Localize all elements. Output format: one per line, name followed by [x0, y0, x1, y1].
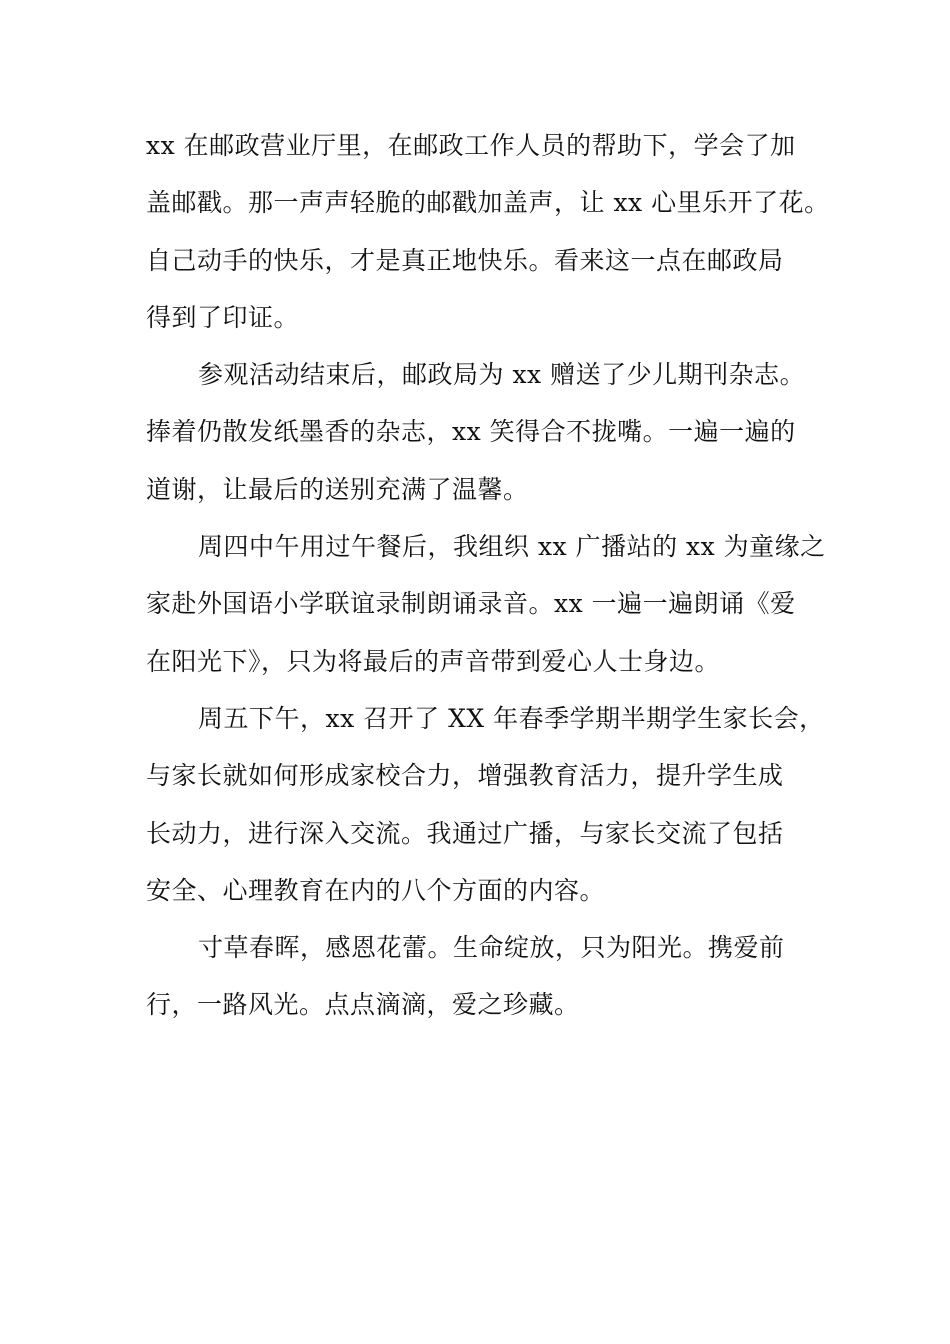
paragraph-line: 捧着仍散发纸墨香的杂志，xx 笑得合不拢嘴。一遍一遍的 — [146, 417, 796, 447]
paragraph-5 — [146, 919, 836, 1034]
paragraph-2 — [146, 346, 836, 518]
paragraph-line: 在阳光下》，只为将最后的声音带到爱心人士身边。 — [146, 646, 721, 676]
paragraph-1 — [146, 117, 836, 346]
paragraph-line: 周四中午用过午餐后，我组织 xx 广播站的 xx 为童缘之 — [198, 532, 826, 562]
paragraph-line: 长动力，进行深入交流。我通过广播，与家长交流了包括 — [146, 818, 784, 848]
paragraph-line: xx 在邮政营业厅里，在邮政工作人员的帮助下，学会了加 — [146, 131, 796, 160]
paragraph-line: 行，一路风光。点点滴滴，爱之珍藏。 — [146, 990, 580, 1020]
paragraph-line: 与家长就如何形成家校合力，增强教育活力，提升学生成 — [146, 761, 784, 791]
paragraph-3 — [146, 518, 836, 690]
paragraph-4 — [146, 690, 836, 919]
paragraph-line: 参观活动结束后，邮政局为 xx 赠送了少儿期刊杂志。 — [198, 360, 806, 390]
paragraph-line: 家赴外国语小学联谊录制朗诵录音。xx 一遍一遍朗诵《爱 — [146, 589, 796, 619]
paragraph-line: 盖邮戳。那一声声轻脆的邮戳加盖声，让 xx 心里乐开了花。 — [146, 188, 830, 218]
paragraph-line: 自己动手的快乐，才是真正地快乐。看来这一点在邮政局 — [146, 245, 784, 275]
document-body — [146, 117, 836, 1034]
paragraph-line: 得到了印证。 — [146, 302, 300, 332]
paragraph-line: 道谢，让最后的送别充满了温馨。 — [146, 474, 529, 504]
paragraph-line: 安全、心理教育在内的八个方面的内容。 — [146, 875, 606, 905]
paragraph-line: 寸草春晖，感恩花蕾。生命绽放，只为阳光。携爱前 — [198, 933, 785, 963]
paragraph-line: 周五下午，xx 召开了 XX 年春季学期半期学生家长会， — [198, 703, 825, 733]
